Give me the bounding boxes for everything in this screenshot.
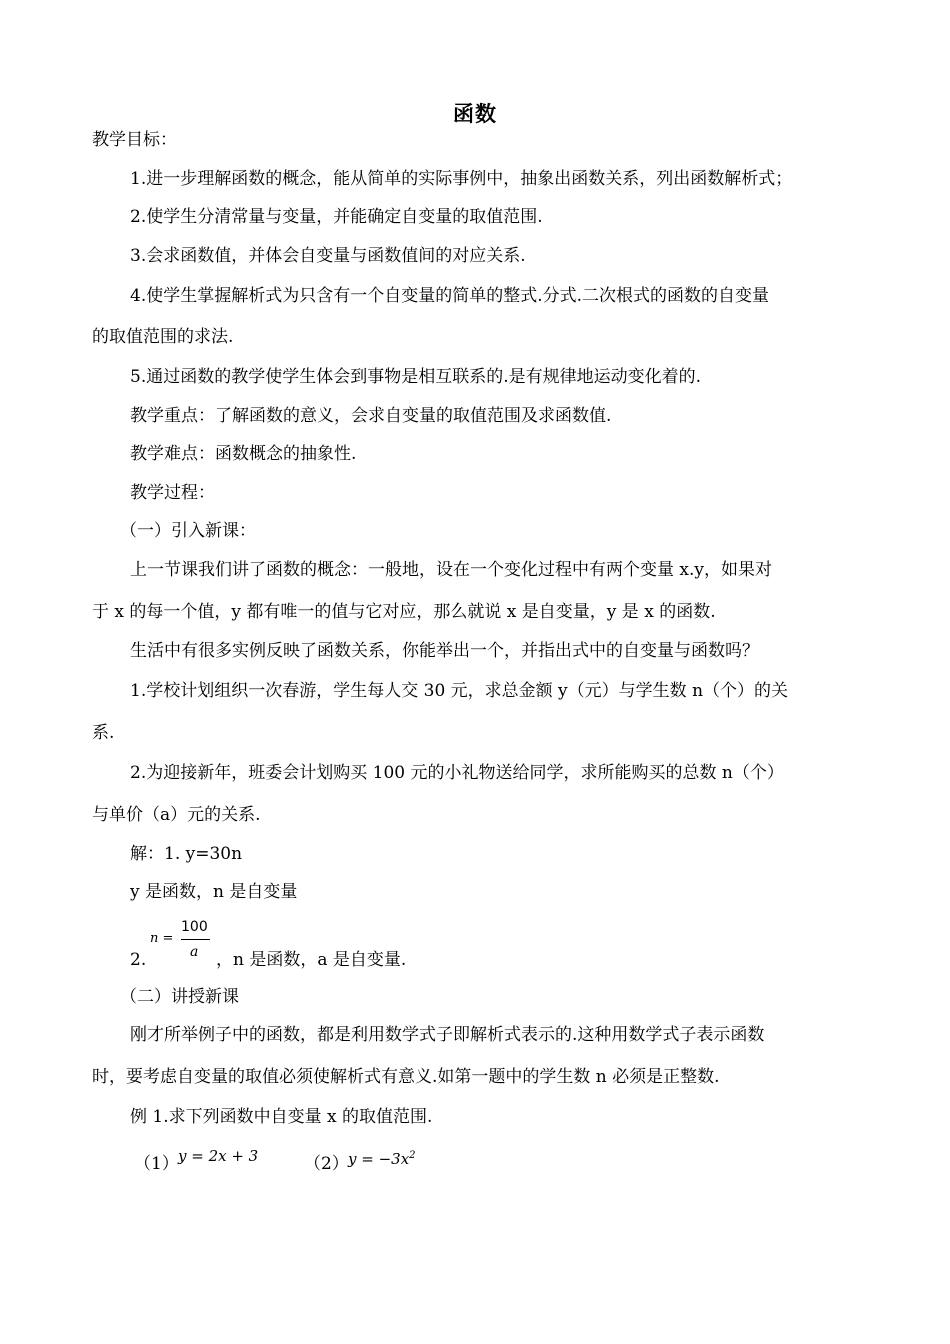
fraction-bar [181,939,210,940]
paragraph-3-line-2: 时，要考虑自变量的取值必须使解析式有意义.如第一题中的学生数 n 必须是正整数. [92,1067,720,1087]
solution-1-explanation: y 是函数，n 是自变量 [130,882,298,902]
section-1-heading: （一）引入新课： [120,521,256,541]
key-points: 教学重点：了解函数的意义，会求自变量的取值范围及求函数值. [130,406,612,426]
goal-5: 5.通过函数的教学使学生体会到事物是相互联系的.是有规律地运动变化着的. [130,367,702,387]
fraction-formula [150,919,220,966]
item-2-label: （2） [304,1154,349,1174]
teaching-process: 教学过程： [130,483,215,503]
solution-1: 解：1. y=30n [130,844,243,864]
paragraph-2: 生活中有很多实例反映了函数关系，你能举出一个，并指出式中的自变量与函数吗？ [130,641,759,661]
example-2-line-2: 与单价（a）元的关系. [92,805,261,825]
goals-heading: 教学目标： [92,130,177,150]
difficulty: 教学难点：函数概念的抽象性. [130,444,357,464]
goal-3: 3.会求函数值，并体会自变量与函数值间的对应关系. [130,246,526,266]
example-1-line-1: 1.学校计划组织一次春游，学生每人交 30 元，求总金额 y（元）与学生数 n（个）的关 [130,681,789,701]
paragraph-3-line-1: 刚才所举例子中的函数，都是利用数学式子即解析式表示的.这种用数学式子表示函数 [130,1025,765,1045]
goal-2: 2.使学生分清常量与变量，并能确定自变量的取值范围. [130,207,543,227]
page-title: 函数 [453,102,497,126]
worked-example-1: 例 1.求下列函数中自变量 x 的取值范围. [130,1107,433,1127]
item-1-label: （1） [134,1154,179,1174]
paragraph-1-line-1: 上一节课我们讲了函数的概念：一般地，设在一个变化过程中有两个变量 x.y，如果对 [130,560,772,580]
goal-1: 1.进一步理解函数的概念，能从简单的实际事例中，抽象出函数关系，列出函数解析式； [130,169,793,189]
section-2-heading: （二）讲授新课 [120,987,239,1007]
example-2-line-1: 2.为迎接新年，班委会计划购买 100 元的小礼物送给同学，求所能购买的总数 n（个） [130,763,784,783]
formula-1: y = 2x + 3 [178,1147,259,1165]
goal-4-line-2: 的取值范围的求法. [92,327,234,347]
example-1-line-2: 系. [92,723,115,743]
formula-2-exponent: 2 [409,1150,416,1161]
solution-2-number: 2. [130,950,147,970]
formula-2 [348,1145,416,1170]
fraction-lhs: n = [150,931,174,946]
paragraph-1-line-2: 于 x 的每一个值，y 都有唯一的值与它对应，那么就说 x 是自变量，y 是 x 的函数. [92,602,716,622]
formula-2-base: y = −3x [348,1150,410,1168]
solution-2-text: ，n 是函数，a 是自变量. [216,950,407,970]
fraction-denominator: a [190,944,199,960]
fraction-numerator: 100 [181,919,208,935]
goal-4-line-1: 4.使学生掌握解析式为只含有一个自变量的简单的整式.分式.二次根式的函数的自变量 [130,286,770,306]
